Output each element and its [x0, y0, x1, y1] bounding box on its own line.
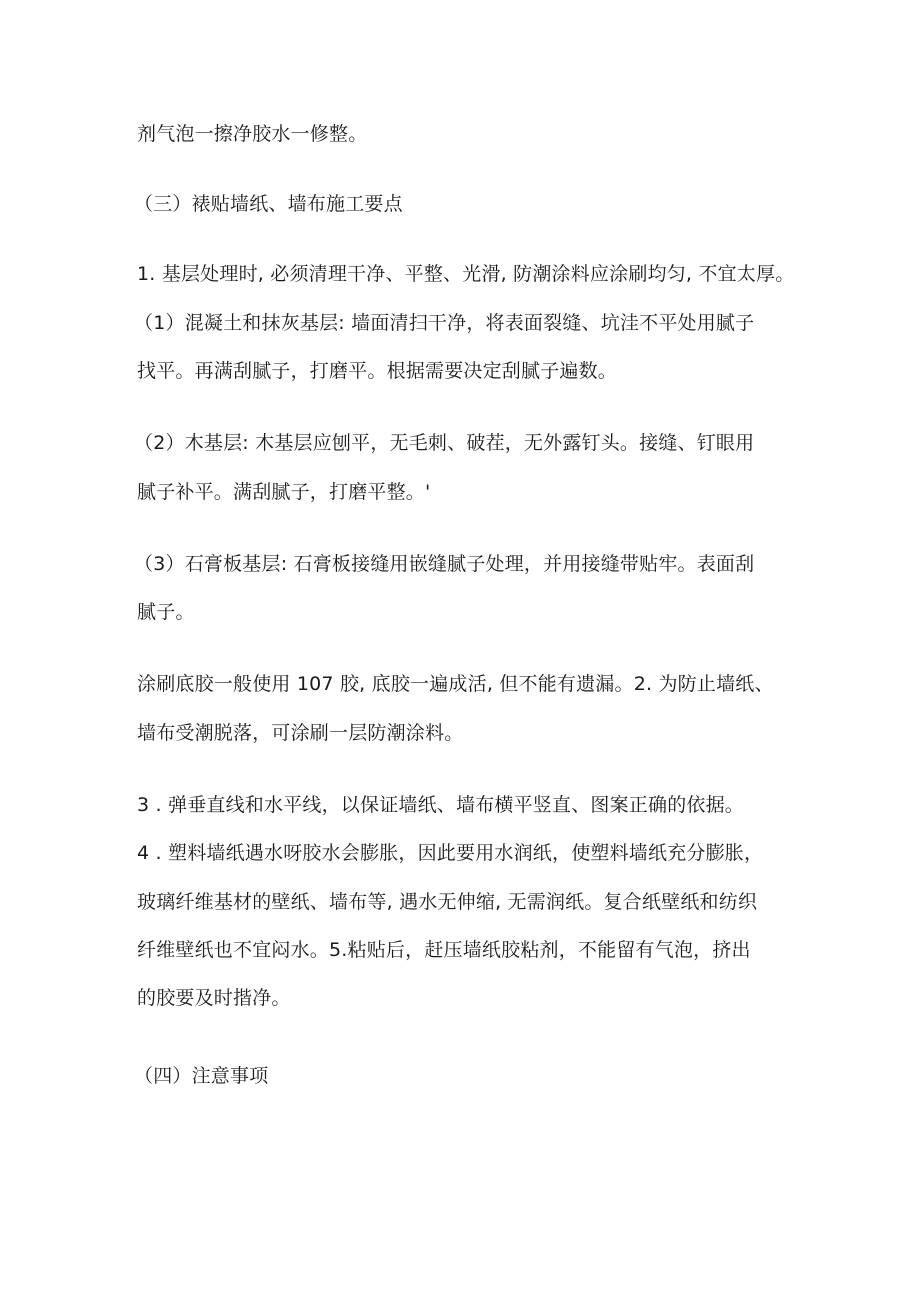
text-line-7: 腻子补平。满刮腻子，打磨平整。'	[137, 481, 431, 503]
text-line-3: 1. 基层处理时, 必须清理干净、平整、光滑, 防潮涂料应涂刷均匀, 不宜太厚。	[137, 263, 795, 285]
text-line-14: 玻璃纤维基材的壁纸、墙布等, 遇水无伸缩, 无需润纸。复合纸壁纸和纺织	[137, 891, 758, 913]
text-line-9: 腻子。	[137, 601, 195, 623]
text-line-12: 3 . 弹垂直线和水平线，以保证墙纸、墙布横平竖直、图案正确的依据。	[137, 794, 745, 816]
text-line-11: 墙布受潮脱落，可涂刷一层防潮涂料。	[137, 722, 464, 744]
text-line-16: 的胶要及时揩净。	[137, 987, 291, 1009]
section-heading-4: （四）注意事项	[134, 1065, 269, 1087]
text-line-13: 4 . 塑料墙纸遇水呀胶水会膨胀，因此要用水润纸，使塑料墙纸充分膨胀，	[137, 842, 764, 864]
text-line-6: （2）木基层: 木基层应刨平，无毛刺、破茬，无外露钉头。接缝、钉眼用	[134, 432, 755, 454]
text-line-15: 纤维壁纸也不宜闷水。5.粘贴后，赶压墙纸胶粘剂，不能留有气泡，挤出	[137, 939, 751, 961]
text-line-10: 涂刷底胶一般使用 107 胶, 底胶一遍成活, 但不能有遗漏。2. 为防止墙纸、	[137, 673, 774, 695]
text-line-5: 找平。再满刮腻子，打磨平。根据需要决定刮腻子遍数。	[137, 360, 618, 382]
section-heading-3: （三）裱贴墙纸、墙布施工要点	[134, 193, 403, 215]
text-line-8: （3）石膏板基层: 石膏板接缝用嵌缝腻子处理，并用接缝带贴牢。表面刮	[134, 553, 755, 575]
text-line-4: （1）混凝土和抹灰基层: 墙面清扫干净，将表面裂缝、坑洼不平处用腻子	[134, 312, 755, 334]
text-line-1: 剂气泡一擦净胶水一修整。	[137, 123, 368, 145]
